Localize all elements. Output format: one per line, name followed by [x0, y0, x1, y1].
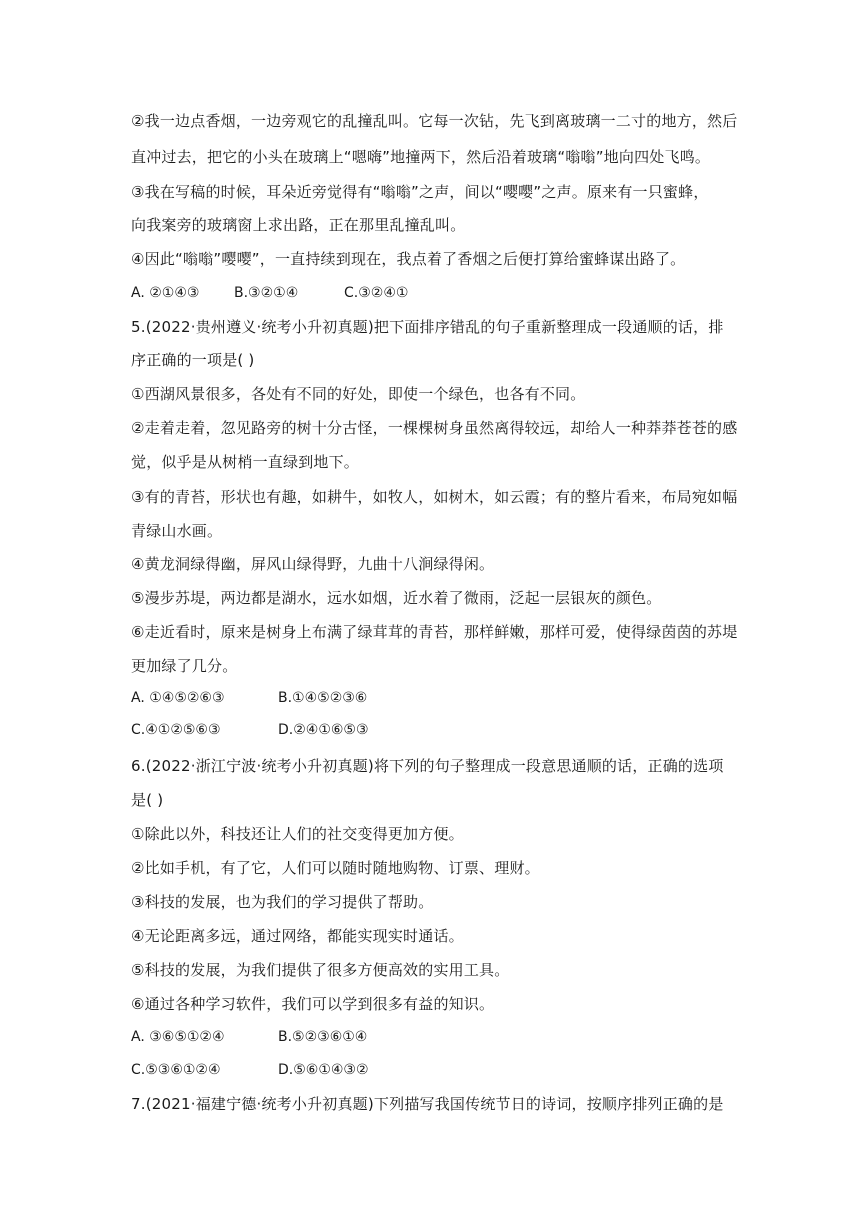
- question-5-sentence-3-line-1: ③有的青苔，形状也有趣，如耕牛，如牧人，如树木，如云霞；有的整片看来，布局宛如幅: [131, 488, 738, 506]
- option-c: C.③②④①: [344, 285, 409, 301]
- question-5-option-a: A. ①④⑤②⑥③: [131, 690, 225, 706]
- question-5-sentence-6-line-2: 更加绿了几分。: [131, 657, 238, 675]
- question-7-stem-line-1: 7.(2021·福建宁德·统考小升初真题)下列描写我国传统节日的诗词，按顺序排列正确的是: [131, 1095, 724, 1113]
- question-6-sentence-3: ③科技的发展，也为我们的学习提供了帮助。: [131, 893, 434, 911]
- sentence-4-line-1: ④因此“嗡嗡”嘤嘤”，一直持续到现在，我点着了香烟之后便打算给蜜蜂谋出路了。: [131, 250, 686, 268]
- question-5-sentence-6-line-1: ⑥走近看时，原来是树身上布满了绿茸茸的青苔，那样鲜嫩，那样可爱，使得绿茵茵的苏堤: [131, 623, 738, 641]
- question-5-sentence-2-line-2: 觉，似乎是从树梢一直绿到地下。: [131, 453, 360, 471]
- option-b: B.③②①④: [234, 285, 299, 301]
- question-5-stem-line-1: 5.(2022·贵州遵义·统考小升初真题)把下面排序错乱的句子重新整理成一段通顺的话，排: [131, 318, 724, 336]
- option-a: A. ②①④③: [131, 285, 200, 301]
- question-5-stem-line-2: 序正确的一项是( ): [131, 351, 255, 369]
- question-6-option-d: D.⑤⑥①④③②: [278, 1062, 369, 1078]
- question-6-option-b: B.⑤②③⑥①④: [278, 1029, 368, 1045]
- question-5-option-d: D.②④①⑥⑤③: [278, 722, 369, 738]
- question-6-sentence-4: ④无论距离多远，通过网络，都能实现实时通话。: [131, 927, 464, 945]
- question-6-option-a: A. ③⑥⑤①②④: [131, 1029, 225, 1045]
- sentence-2-line-2: 直冲过去，把它的小头在玻璃上“嗯嗨”地撞两下，然后沿着玻璃“嗡嗡”地向四处飞鸣。: [131, 148, 711, 166]
- sentence-2-line-1: ②我一边点香烟，一边旁观它的乱撞乱叫。它每一次钻，先飞到离玻璃一二寸的地方，然后: [131, 112, 738, 130]
- question-6-sentence-6: ⑥通过各种学习软件，我们可以学到很多有益的知识。: [131, 995, 495, 1013]
- question-5-option-c: C.④①②⑤⑥③: [131, 722, 221, 738]
- question-5-option-b: B.①④⑤②③⑥: [278, 690, 368, 706]
- question-6-option-c: C.⑤③⑥①②④: [131, 1062, 221, 1078]
- question-6-stem-line-1: 6.(2022·浙江宁波·统考小升初真题)将下列的句子整理成一段意思通顺的话，正确的选项: [131, 757, 724, 775]
- question-5-sentence-5: ⑤漫步苏堤，两边都是湖水，远水如烟，近水着了微雨，泛起一层银灰的颜色。: [131, 589, 662, 607]
- question-5-sentence-2-line-1: ②走着走着，忽见路旁的树十分古怪，一棵棵树身虽然离得较远，却给人一种莽莽苍苍的感: [131, 419, 738, 437]
- sentence-3-line-1: ③我在写稿的时候，耳朵近旁觉得有“嗡嗡”之声，间以“嘤嘤”之声。原来有一只蜜蜂，: [131, 183, 709, 201]
- question-5-sentence-4: ④黄龙洞绿得幽，屏风山绿得野，九曲十八涧绿得闲。: [131, 555, 495, 573]
- question-5-sentence-3-line-2: 青绿山水画。: [131, 522, 223, 540]
- sentence-3-line-2: 向我案旁的玻璃窗上求出路，正在那里乱撞乱叫。: [131, 216, 466, 234]
- question-6-sentence-2: ②比如手机，有了它，人们可以随时随地购物、订票、理财。: [131, 859, 540, 877]
- question-6-stem-line-2: 是( ): [131, 791, 164, 809]
- question-6-sentence-5: ⑤科技的发展，为我们提供了很多方便高效的实用工具。: [131, 961, 510, 979]
- question-6-sentence-1: ①除此以外，科技还让人们的社交变得更加方便。: [131, 825, 464, 843]
- question-5-sentence-1: ①西湖风景很多，各处有不同的好处，即使一个绿色，也各有不同。: [131, 385, 586, 403]
